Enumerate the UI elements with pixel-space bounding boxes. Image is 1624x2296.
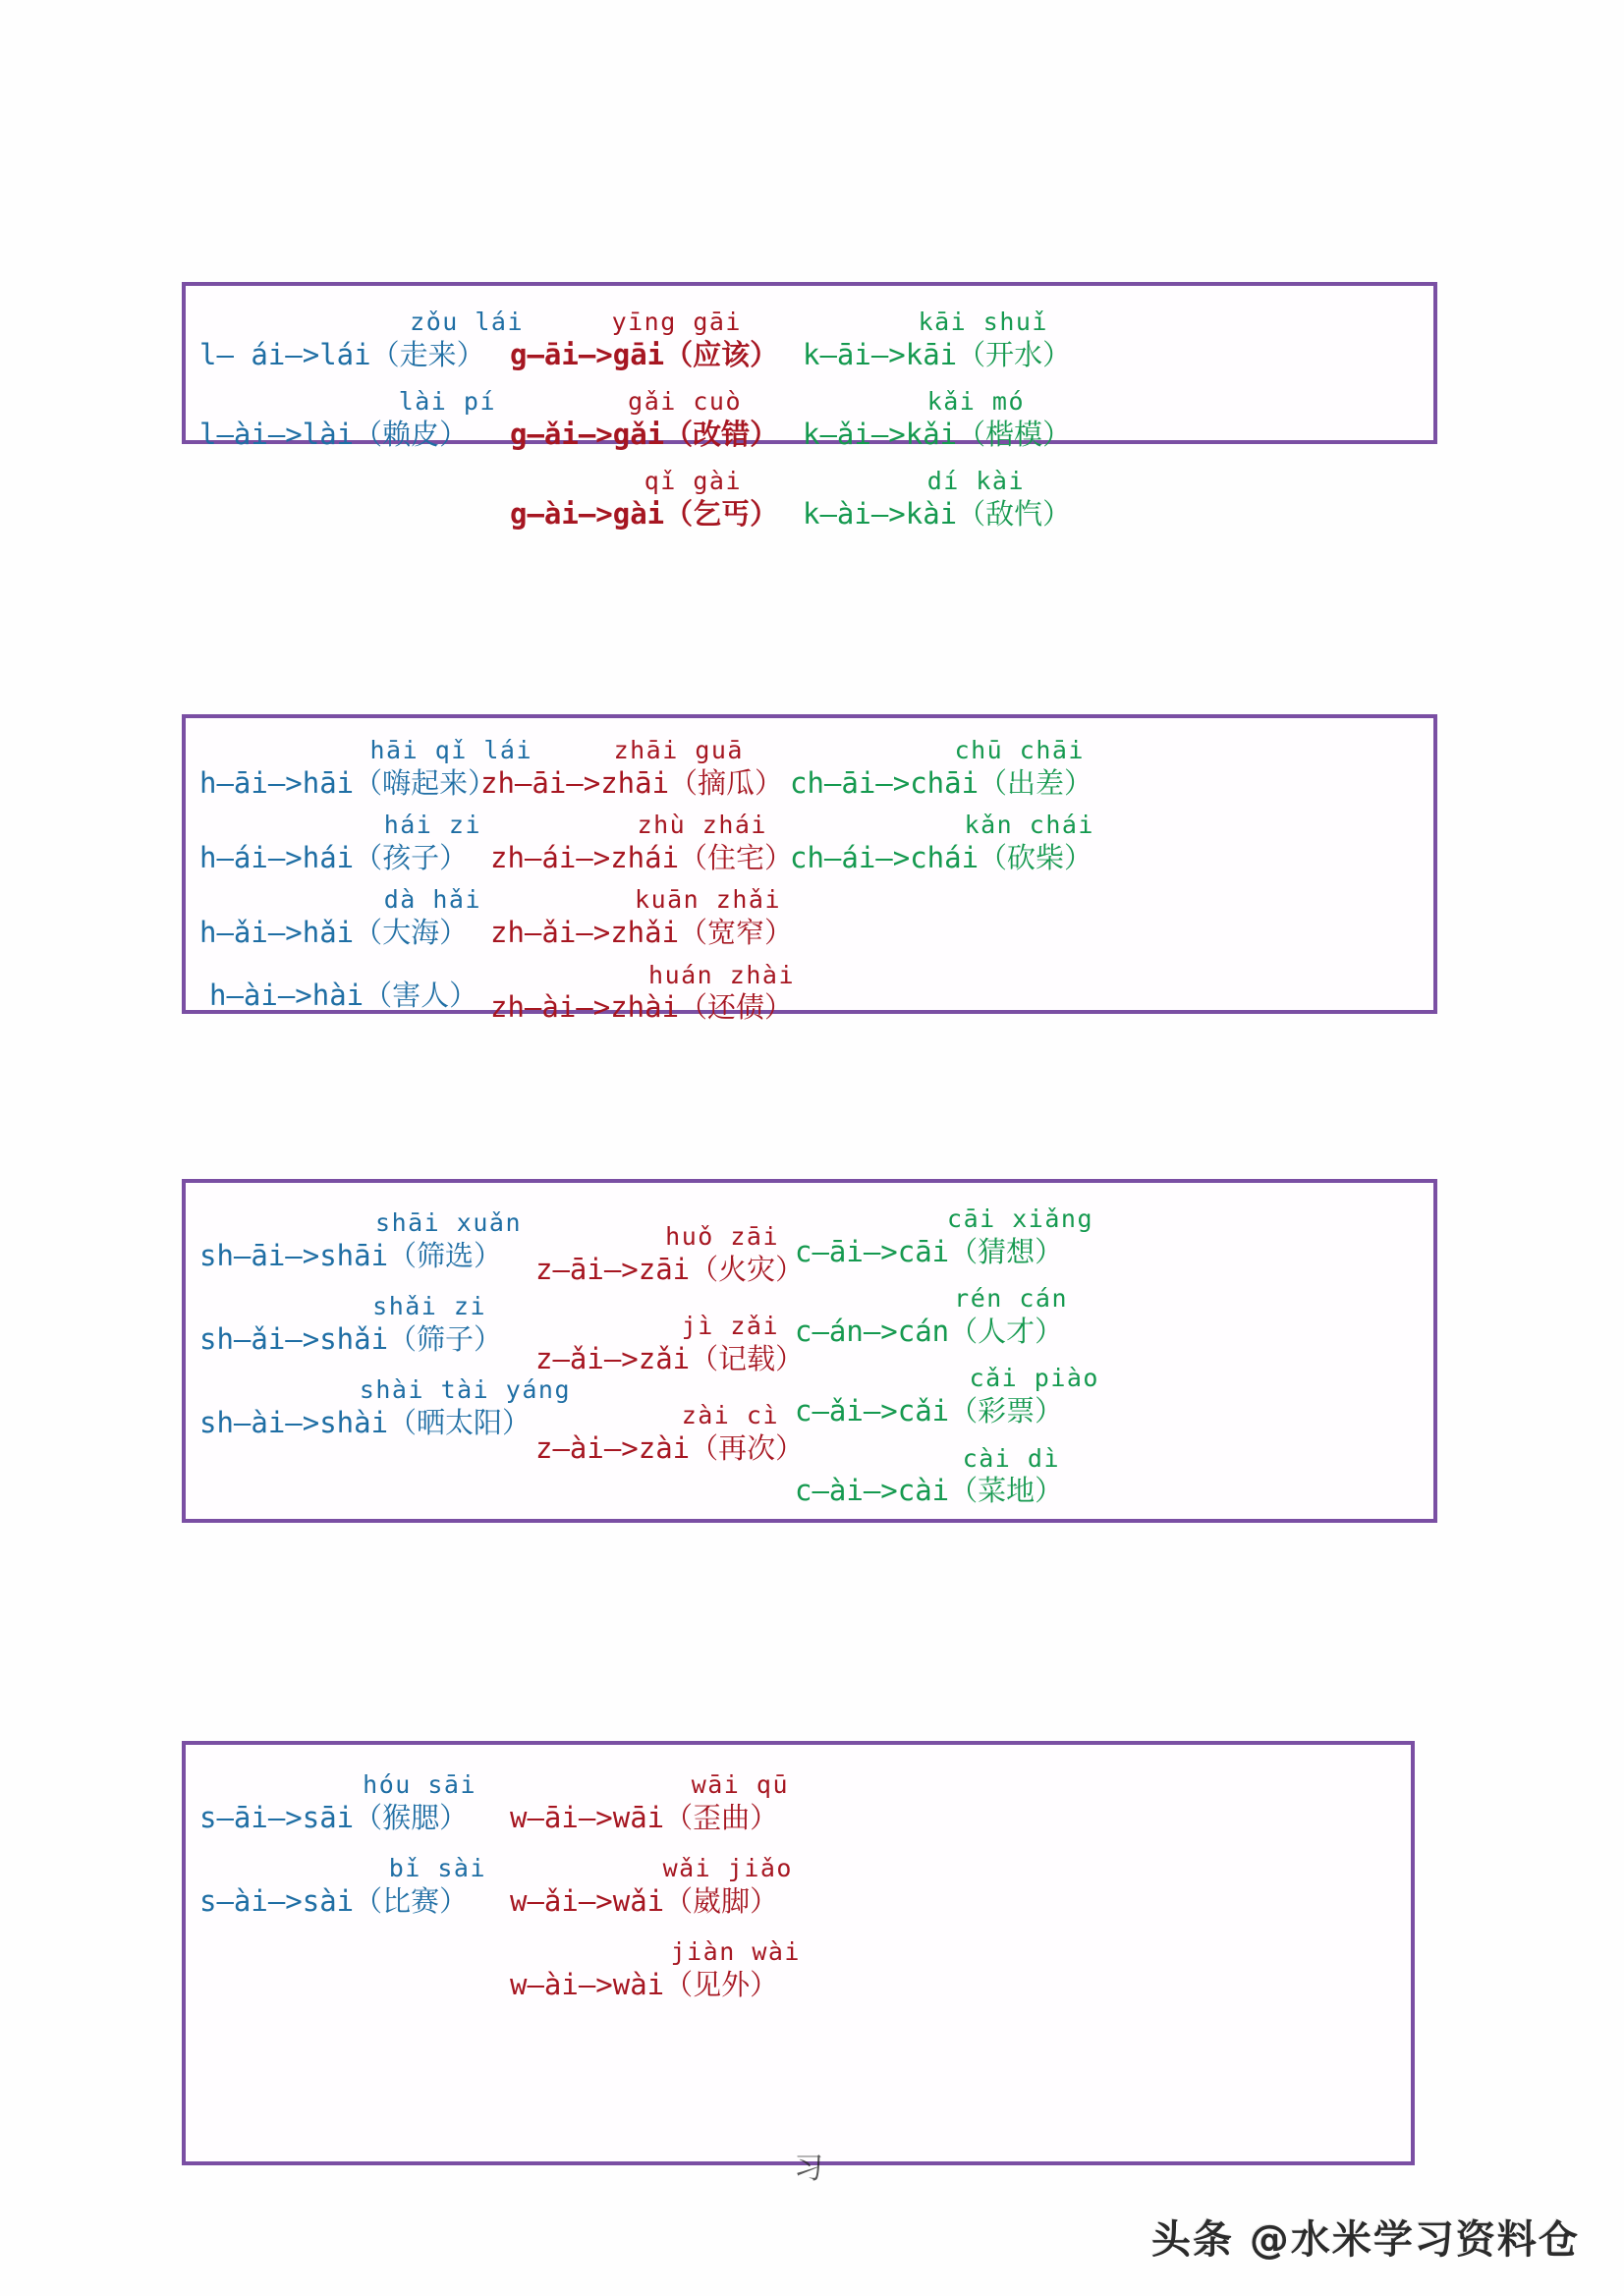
pinyin-gloss: wāi qū — [691, 1770, 789, 1799]
pinyin-gloss: zhù zhái — [637, 811, 767, 840]
blend-formula: k—ài—>kài（敌忾） — [803, 496, 1072, 531]
pinyin-gloss: huǒ zāi — [665, 1222, 779, 1251]
column-w — [510, 1745, 844, 2004]
column-l — [199, 286, 524, 453]
entry — [803, 467, 1107, 532]
pinyin-gloss: cǎi piào — [969, 1364, 1099, 1393]
blend-formula: g—āi—>gāi（应该） — [510, 337, 779, 371]
entry — [480, 885, 805, 951]
entry — [510, 387, 805, 453]
pinyin-gloss: dí kài — [926, 467, 1025, 496]
blend-formula: sh—āi—>shāi（筛选） — [199, 1238, 503, 1272]
pinyin-gloss: qǐ gài — [644, 467, 742, 496]
column-g — [510, 286, 805, 533]
pinyin-gloss: gǎi cuò — [628, 387, 742, 417]
entry — [480, 736, 805, 802]
entry — [510, 1937, 844, 2003]
stray-glyph: 习 — [794, 2152, 823, 2186]
blend-formula: s—ài—>sài（比赛） — [199, 1883, 469, 1918]
entry — [480, 961, 805, 1027]
blend-formula: z—ài—>zài（再次） — [535, 1430, 805, 1465]
entry — [199, 1770, 543, 1836]
blend-formula: g—ǎi—>gǎi（改错） — [510, 417, 779, 451]
column-sh — [199, 1183, 573, 1442]
pinyin-gloss: yīng gāi — [611, 308, 742, 336]
entry — [510, 467, 805, 532]
pinyin-gloss: kǎn chái — [964, 811, 1094, 840]
blend-formula: h—āi—>hāi（嗨起来） — [199, 765, 497, 800]
entry — [803, 387, 1107, 453]
pinyin-gloss: lài pí — [398, 387, 496, 417]
blend-formula: ch—āi—>chāi（出差） — [790, 765, 1093, 800]
column-ch — [790, 718, 1124, 876]
pinyin-gloss: zǒu lái — [410, 308, 524, 336]
column-zh — [480, 718, 805, 1027]
entry — [795, 1284, 1129, 1350]
blend-formula: k—āi—>kāi（开水） — [803, 337, 1072, 371]
entry — [199, 387, 524, 453]
entry — [510, 308, 805, 373]
pinyin-gloss: hái zi — [383, 811, 481, 840]
pinyin-gloss: cāi xiǎng — [947, 1204, 1093, 1233]
blend-formula: zh—ǎi—>zhǎi（宽窄） — [490, 915, 794, 949]
pinyin-gloss: shài tài yáng — [359, 1375, 571, 1405]
entry — [795, 1444, 1129, 1510]
pinyin-gloss: zhāi guā — [613, 736, 744, 764]
blend-formula: ch—ái—>chái（砍柴） — [790, 840, 1093, 874]
entry — [510, 1770, 844, 1836]
entry — [480, 811, 805, 876]
pinyin-gloss: kuān zhǎi — [635, 885, 781, 915]
blend-formula: h—ǎi—>hǎi（大海） — [199, 915, 469, 949]
exercise-box-4 — [182, 1741, 1415, 2165]
entry — [199, 1854, 543, 1920]
pinyin-gloss: shǎi zi — [372, 1292, 486, 1321]
blend-formula: z—ǎi—>zǎi（记载） — [535, 1341, 805, 1375]
entry — [520, 1312, 834, 1377]
blend-formula: g—ài—>gài（乞丐） — [510, 496, 779, 531]
blend-formula: k—ǎi—>kǎi（楷模） — [803, 417, 1072, 451]
pinyin-gloss: bǐ sài — [388, 1854, 486, 1883]
entry — [790, 736, 1124, 802]
exercise-box-3 — [182, 1179, 1437, 1523]
pinyin-gloss: hāi qǐ lái — [369, 736, 532, 764]
entry — [790, 811, 1124, 876]
blend-formula: h—ái—>hái（孩子） — [199, 840, 469, 874]
entry — [510, 1854, 844, 1920]
blend-formula: z—āi—>zāi（火灾） — [535, 1252, 805, 1286]
entry — [520, 1401, 834, 1467]
pinyin-gloss: cài dì — [962, 1443, 1060, 1473]
pinyin-gloss: dà hǎi — [383, 885, 481, 915]
pinyin-gloss: kāi shuǐ — [918, 308, 1048, 336]
column-c — [795, 1183, 1129, 1510]
pinyin-gloss: zài cì — [681, 1401, 779, 1430]
pinyin-gloss: hóu sāi — [363, 1770, 476, 1799]
entry — [520, 1222, 834, 1288]
pinyin-gloss: kǎi mó — [926, 387, 1025, 417]
pinyin-gloss: wǎi jiǎo — [662, 1854, 793, 1883]
blend-formula: zh—āi—>zhāi（摘瓜） — [480, 765, 784, 800]
blend-formula: c—āi—>cāi（猜想） — [795, 1234, 1064, 1268]
blend-formula: l—ài—>lài（赖皮） — [199, 417, 469, 451]
entry — [795, 1364, 1129, 1429]
pinyin-gloss: rén cán — [954, 1284, 1068, 1314]
pinyin-gloss: jiàn wài — [670, 1937, 801, 1967]
column-k — [803, 286, 1107, 533]
entry — [199, 1292, 573, 1358]
pinyin-gloss: huán zhài — [648, 960, 795, 989]
blend-formula: w—ǎi—>wǎi（崴脚） — [510, 1883, 779, 1918]
entry — [199, 1375, 573, 1441]
blend-formula: c—ài—>cài（菜地） — [795, 1474, 1064, 1508]
entry — [199, 308, 524, 373]
blend-formula: c—án—>cán（人才） — [795, 1314, 1064, 1348]
entry — [795, 1204, 1129, 1270]
column-z — [520, 1183, 834, 1468]
blend-formula: w—ài—>wài（见外） — [510, 1967, 779, 2001]
blend-formula: s—āi—>sāi（猴腮） — [199, 1800, 469, 1834]
blend-formula: w—āi—>wāi（歪曲） — [510, 1800, 779, 1834]
exercise-box-1 — [182, 282, 1437, 531]
entry — [803, 308, 1107, 373]
pinyin-gloss: chū chāi — [954, 736, 1085, 764]
exercise-box-2 — [182, 714, 1437, 1025]
pinyin-gloss: shāi xuǎn — [375, 1208, 522, 1237]
blend-formula: h—ài—>hài（害人） — [209, 978, 478, 1012]
blend-formula: l— ái—>lái（走来） — [199, 337, 485, 371]
watermark: 头条 @水米学习资料仓 — [1151, 2217, 1580, 2263]
blend-formula: zh—ài—>zhài（还债） — [490, 990, 794, 1025]
column-s — [199, 1745, 543, 1920]
entry — [199, 1208, 573, 1274]
blend-formula: zh—ái—>zhái（住宅） — [490, 840, 794, 874]
pinyin-gloss: jì zǎi — [681, 1312, 779, 1341]
blend-formula: c—ǎi—>cǎi（彩票） — [795, 1393, 1064, 1428]
blend-formula: sh—ài—>shài（晒太阳） — [199, 1405, 532, 1439]
blend-formula: sh—ǎi—>shǎi（筛子） — [199, 1321, 503, 1356]
